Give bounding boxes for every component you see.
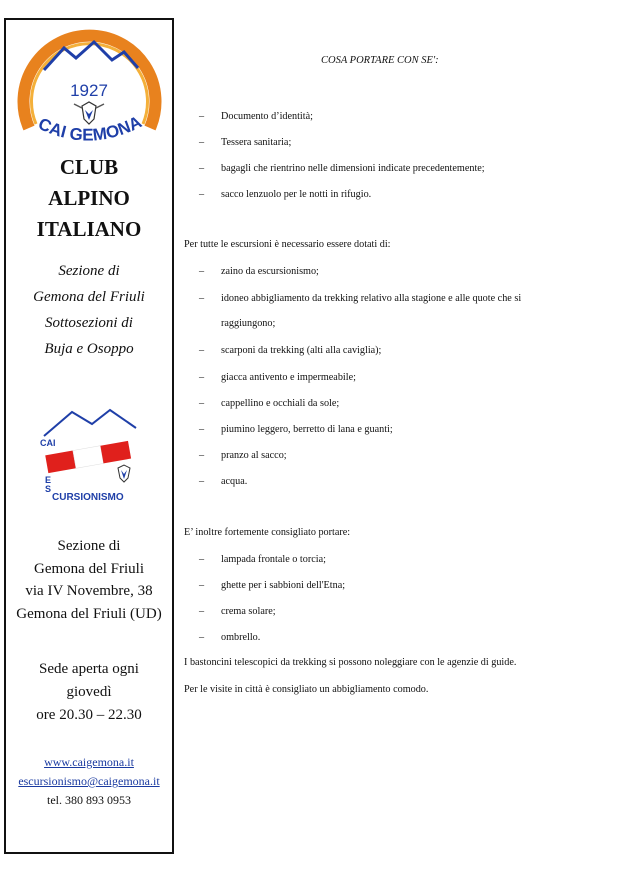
list-item-continuation: raggiungono;	[221, 318, 276, 329]
list-item: – pranzo al sacco;	[199, 450, 287, 461]
address-line: Gemona del Friuli (UD)	[16, 605, 162, 622]
hours-line: Sede aperta ogni	[39, 661, 139, 677]
address-block	[6, 535, 172, 625]
sezione-line: Sezione di	[58, 263, 120, 279]
cai-escursionismo-logo	[32, 406, 146, 506]
cai-eagle-emblem-icon	[118, 465, 130, 482]
club-title	[6, 152, 172, 245]
list-item: – bagagli che rientrino nelle dimensioni indicate precedentemente;	[199, 163, 485, 174]
sezione-line: Buja e Osoppo	[44, 341, 134, 357]
mountain-icon	[44, 410, 136, 436]
list-item: – giacca antivento e impermeabile;	[199, 372, 356, 383]
sidebar-panel	[4, 18, 174, 854]
logo2-cai: CAI	[40, 438, 56, 448]
contact-block	[6, 753, 172, 810]
list-item: – lampada frontale o torcia;	[199, 554, 326, 565]
logo2-letter-s: S	[45, 484, 52, 494]
address-line: Sezione di	[57, 538, 121, 554]
cai-gemona-logo	[12, 24, 166, 156]
paragraph: E’ inoltre fortemente consigliato portare:	[184, 527, 351, 538]
list-item: – ghette per i sabbioni dell'Etna;	[199, 580, 346, 591]
hours-line: giovedì	[66, 684, 112, 700]
logo2-text: CURSIONISMO	[52, 492, 124, 503]
list-item: – scarponi da trekking (alti alla caviglia);	[199, 345, 382, 356]
list-item: – crema solare;	[199, 606, 276, 617]
website-link[interactable]: www.caigemona.it	[44, 755, 134, 769]
list-item: – sacco lenzuolo per le notti in rifugio.	[199, 189, 372, 200]
logo-name: CAI GEMONA	[35, 112, 145, 145]
opening-hours	[6, 658, 172, 727]
logo2-letter-e: E	[45, 475, 52, 485]
list-item: – zaino da escursionismo;	[199, 266, 319, 277]
email-link[interactable]: escursionismo@caigemona.it	[18, 774, 160, 788]
list-item: – Documento d’identità;	[199, 111, 313, 122]
list-item: – ombrello.	[199, 632, 261, 643]
hours-line: ore 20.30 – 22.30	[36, 707, 142, 723]
sezione-subtitle	[6, 258, 172, 362]
cai-eagle-emblem-icon	[74, 102, 104, 124]
logo-year: 1927	[70, 81, 108, 100]
page-heading: COSA PORTARE CON SE':	[321, 55, 439, 66]
club-title-line: ITALIANO	[36, 217, 142, 241]
sezione-line: Gemona del Friuli	[33, 289, 145, 305]
list-item: – cappellino e occhiali da sole;	[199, 398, 340, 409]
list-item: – piumino leggero, berretto di lana e guanti;	[199, 424, 393, 435]
paragraph: Per tutte le escursioni è necessario essere dotati di:	[184, 239, 391, 250]
address-line: via IV Novembre, 38	[25, 583, 153, 599]
paragraph: I bastoncini telescopici da trekking si possono noleggiare con le agenzie di guide.	[184, 657, 517, 668]
sezione-line: Sottosezioni di	[45, 315, 133, 331]
club-title-line: ALPINO	[48, 186, 130, 210]
address-line: Gemona del Friuli	[34, 560, 144, 577]
list-item: – idoneo abbigliamento da trekking relativo alla stagione e alle quote che si	[199, 293, 522, 304]
list-item: – acqua.	[199, 476, 248, 487]
club-title-line: CLUB	[59, 155, 119, 179]
phone-number: tel. 380 893 0953	[47, 793, 131, 807]
list-item: – Tessera sanitaria;	[199, 137, 292, 148]
paragraph: Per le visite in città è consigliato un abbigliamento comodo.	[184, 684, 429, 695]
